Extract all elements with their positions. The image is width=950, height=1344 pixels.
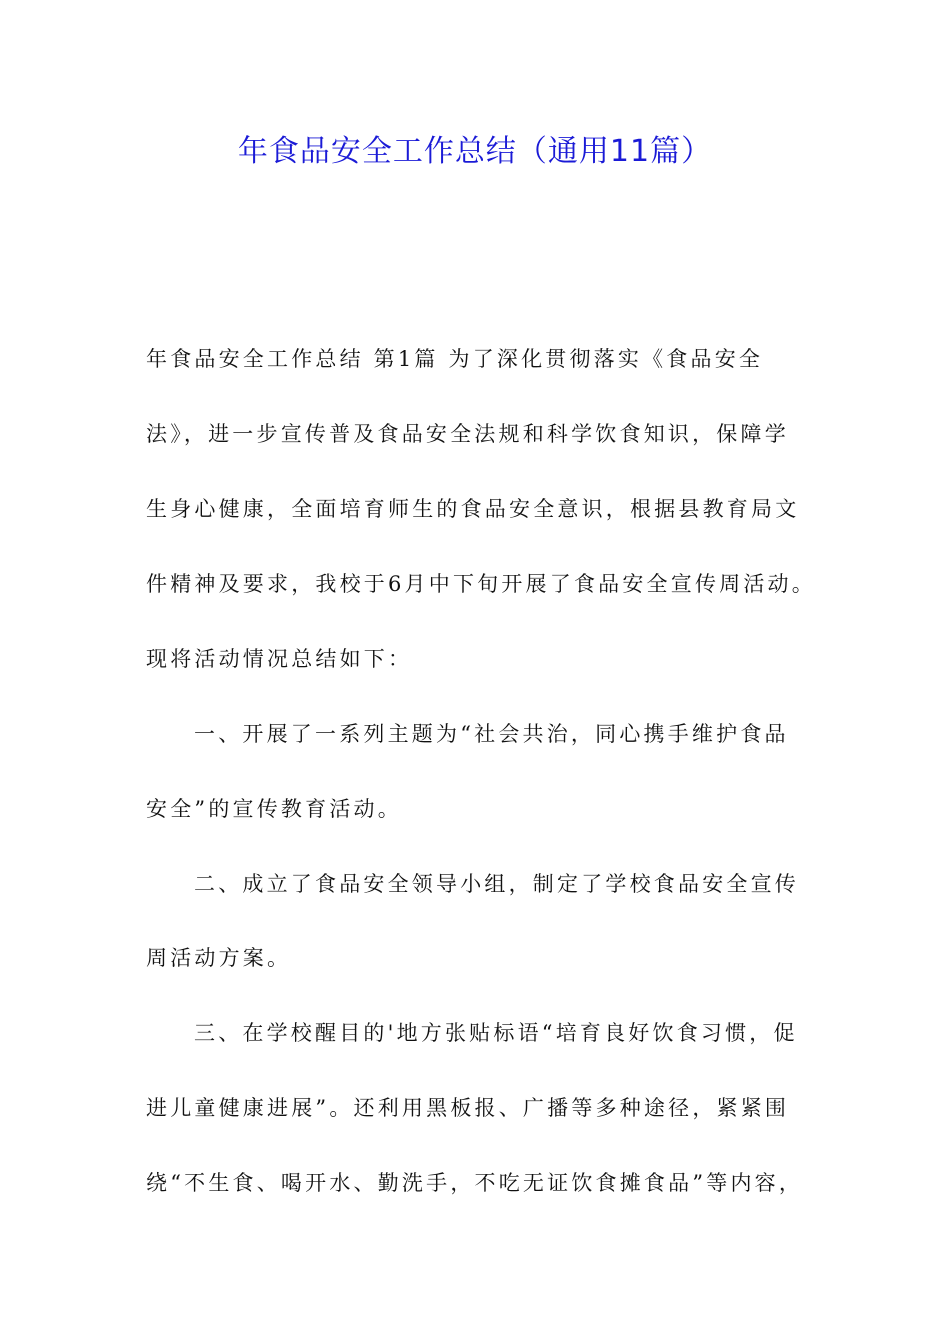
paragraph-line: 法》，进一步宣传普及食品安全法规和科学饮食知识，保障学 bbox=[146, 422, 789, 446]
paragraph-line: 绕“不生食、喝开水、勤洗手，不吃无证饮食摊食品”等内容， bbox=[146, 1171, 804, 1195]
paragraph-line: 周活动方案。 bbox=[146, 946, 292, 970]
paragraph-line: 件精神及要求，我校于6月中下旬开展了食品安全宣传周活动。 bbox=[146, 572, 816, 596]
document-title: 年食品安全工作总结（通用11篇） bbox=[237, 134, 713, 169]
paragraph-line: 现将活动情况总结如下： bbox=[146, 647, 413, 671]
paragraph-line: 生身心健康，全面培育师生的食品安全意识，根据县教育局文 bbox=[146, 497, 800, 521]
paragraph-line: 安全”的宣传教育活动。 bbox=[146, 797, 402, 821]
paragraph-line: 一、开展了一系列主题为“社会共治，同心携手维护食品 bbox=[194, 722, 789, 746]
paragraph-line: 年食品安全工作总结 第1篇 为了深化贯彻落实《食品安全 bbox=[146, 347, 764, 371]
paragraph-line: 进儿童健康进展”。还利用黑板报、广播等多种途径，紧紧围 bbox=[146, 1096, 790, 1120]
paragraph-line: 三、在学校醒目的'地方张贴标语“培育良好饮食习惯，促 bbox=[194, 1021, 798, 1045]
paragraph-line: 二、成立了食品安全领导小组，制定了学校食品安全宣传 bbox=[194, 872, 799, 896]
